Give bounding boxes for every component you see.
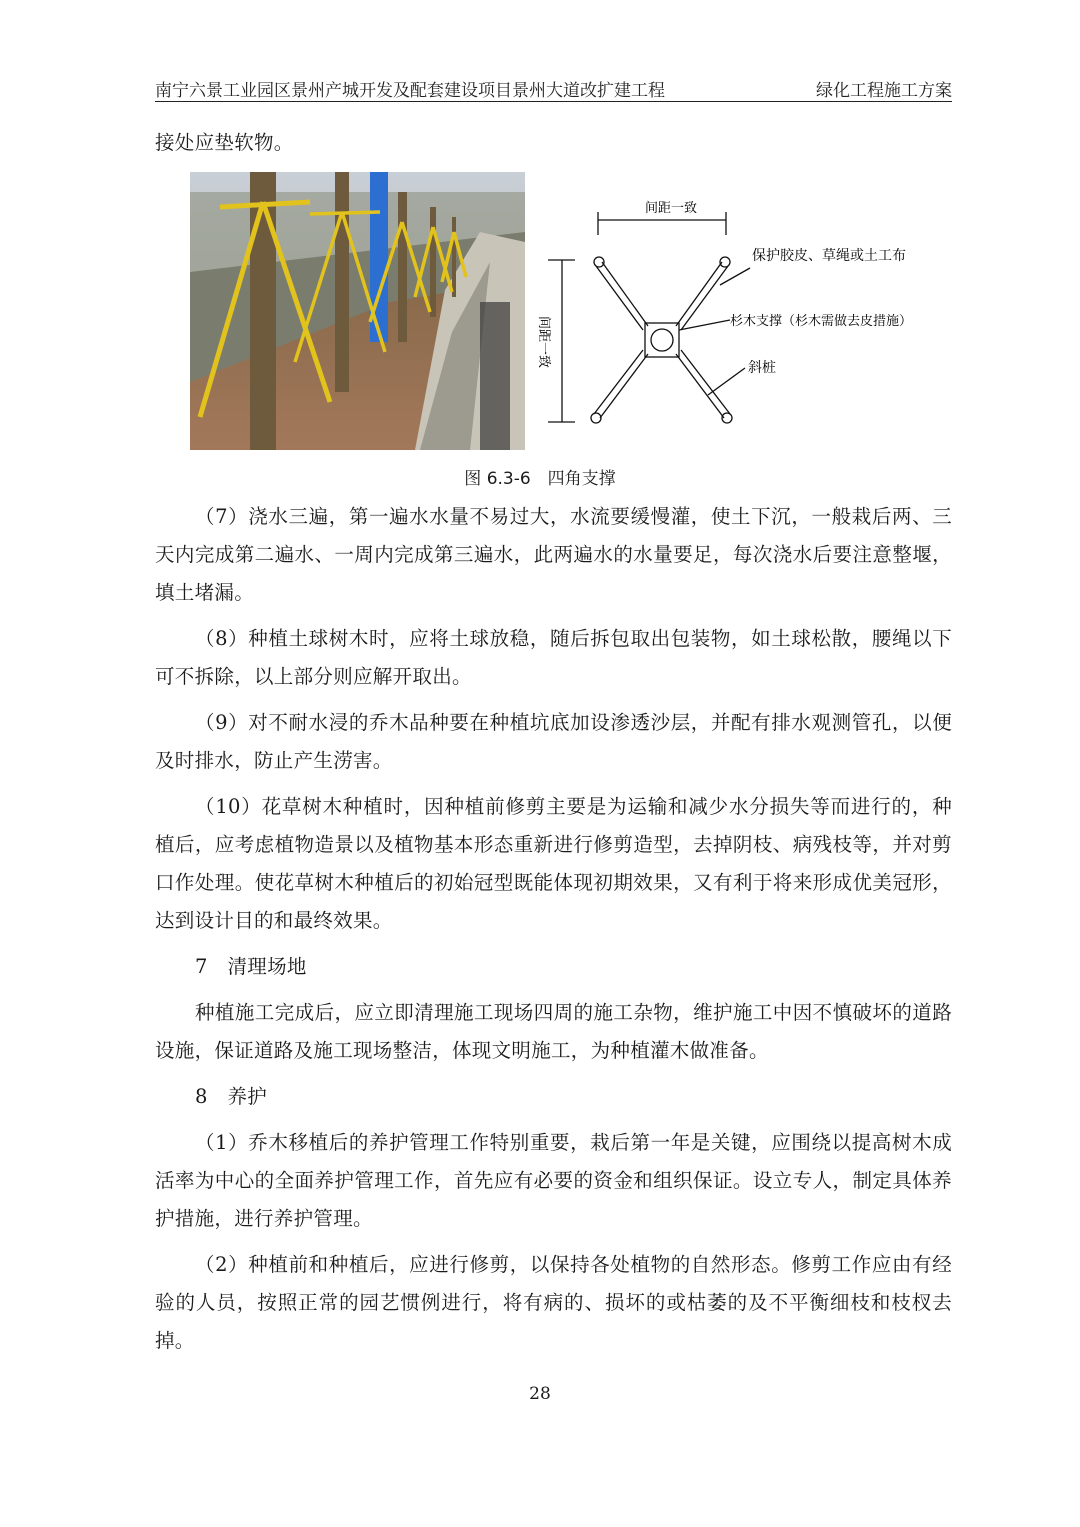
paragraph-maintenance-2: （2）种植前和种植后，应进行修剪，以保持各处植物的自然形态。修剪工作应由有经验的人员，按照正常的园艺惯例进行，将有病的、损坏的或枯萎的及不平衡细枝和枝杈去掉。: [155, 1253, 952, 1352]
section-heading-maintenance: 8 养护: [195, 1085, 268, 1108]
paragraph-cleanup: 种植施工完成后，应立即清理施工现场四周的施工杂物，维护施工中因不慎破坏的道路设施，保证道路及施工现场整洁，体现文明施工，为种植灌木做准备。: [155, 1001, 952, 1062]
paragraph-7: （7）浇水三遍，第一遍水水量不易过大，水流要缓慢灌，使土下沉，一般栽后两、三天内完成第二遍水、一周内完成第三遍水，此两遍水的水量要足，每次浇水后要注意整堰，填土堵漏。: [155, 505, 952, 604]
diagram-label-spacing-top: 间距一致: [645, 201, 698, 216]
diagram-label-spacing-side: 间距一致: [536, 316, 551, 369]
header-rule: [155, 101, 952, 102]
page-number: 28: [529, 1384, 551, 1404]
paragraph-10: （10）花草树木种植时，因种植前修剪主要是为运输和减少水分损失等而进行的，种植后，应考虑植物造景以及植物基本形态重新进行修剪造型，去掉阴枝、病残枝等，并对剪口作处理。使花草树木种植后的初始冠型既能体现初期效果，又有利于将来形成优美冠形，达到设计目的和最终效果。: [155, 795, 952, 932]
support-diagram: [530, 190, 930, 450]
diagram-label-stake: 斜桩: [748, 360, 776, 376]
header-section-title: 绿化工程施工方案: [816, 81, 952, 101]
lead-line: 接处应垫软物。: [155, 131, 294, 154]
page-header: [155, 76, 952, 102]
figure-caption: 图 6.3-6 四角支撑: [464, 469, 616, 489]
diagram-label-support: 杉木支撑（杉木需做去皮措施）: [730, 314, 913, 329]
paragraph-9: （9）对不耐水浸的乔木品种要在种植坑底加设渗透沙层，并配有排水观测管孔，以便及时排水，防止产生涝害。: [155, 711, 952, 772]
paragraph-maintenance-1: （1）乔木移植后的养护管理工作特别重要，栽后第一年是关键，应围绕以提高树木成活率为中心的全面养护管理工作，首先应有必要的资金和组织保证。设立专人，制定具体养护措施，进行养护管理。: [155, 1131, 952, 1230]
diagram-label-protect: 保护胶皮、草绳或土工布: [752, 248, 906, 264]
section-heading-cleanup: 7 清理场地: [195, 955, 307, 978]
paragraph-8: （8）种植土球树木时，应将土球放稳，随后拆包取出包装物，如土球松散，腰绳以下可不拆除，以上部分则应解开取出。: [155, 627, 952, 688]
body-paragraphs: [155, 498, 952, 1368]
header-project-title: 南宁六景工业园区景州产城开发及配套建设项目景州大道改扩建工程: [155, 81, 665, 101]
support-photo: [190, 172, 525, 450]
